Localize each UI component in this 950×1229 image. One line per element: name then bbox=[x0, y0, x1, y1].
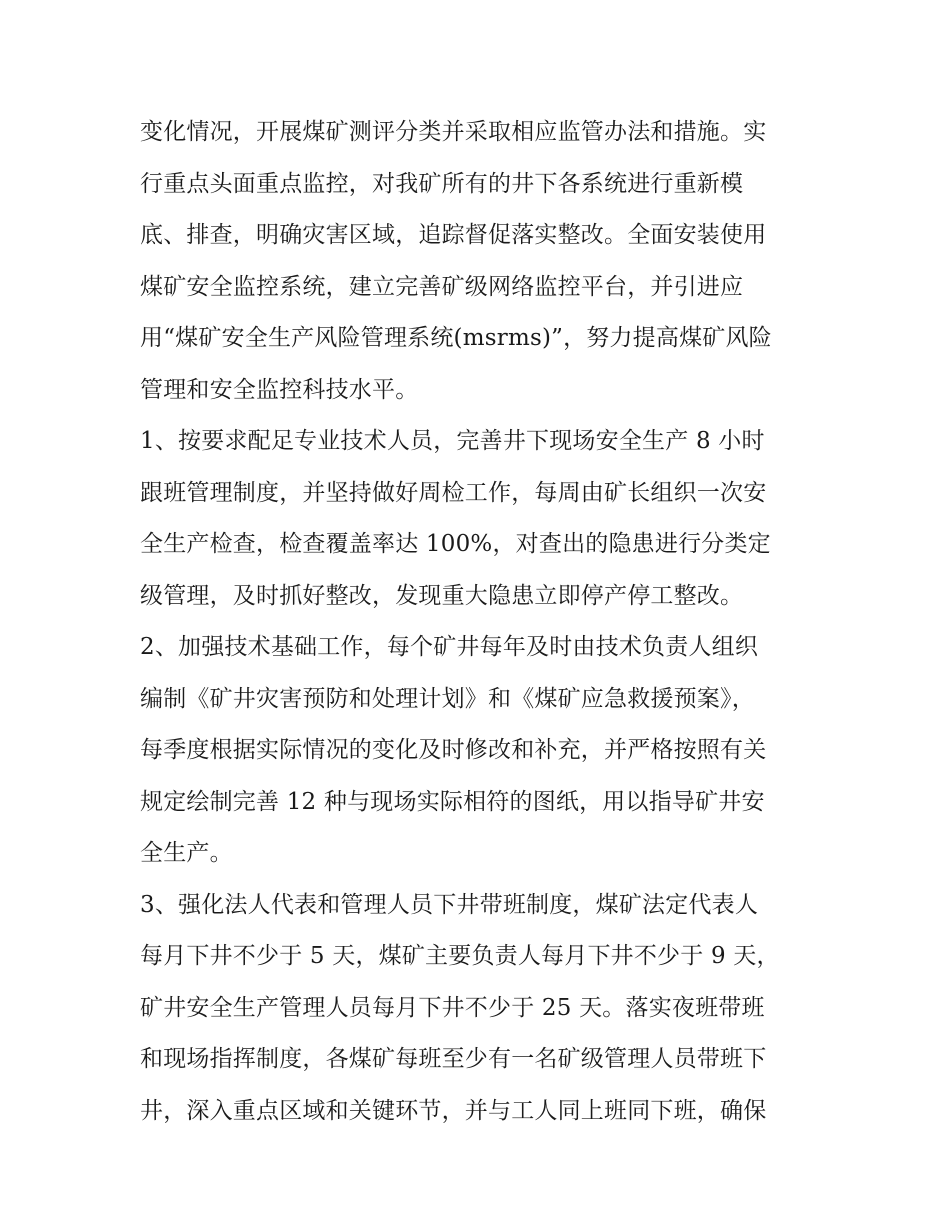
text-line: 井，深入重点区域和关键环节，并与工人同上班同下班，确保 bbox=[140, 1097, 767, 1124]
text-line: 全生产。 bbox=[140, 840, 233, 866]
text-line: 编制《矿井灾害预防和处理计划》和《煤矿应急救援预案》， bbox=[140, 685, 755, 712]
text-line: 1、按要求配足专业技术人员，完善井下现场安全生产 8 小时 bbox=[140, 428, 765, 454]
text-line: 每季度根据实际情况的变化及时修改和补充，并严格按照有关 bbox=[140, 737, 767, 763]
text-line: 行重点头面重点监控，对我矿所有的井下各系统进行重新模 bbox=[140, 170, 744, 197]
text-line: 用“煤矿安全生产风险管理系统(msrms)”，努力提高煤矿风险 bbox=[140, 325, 772, 351]
document-body bbox=[140, 107, 816, 1137]
text-line: 变化情况，开展煤矿测评分类并采取相应监管办法和措施。实 bbox=[140, 119, 767, 145]
text-line: 级管理，及时抓好整改，发现重大隐患立即停产停工整改。 bbox=[140, 582, 744, 609]
text-line: 矿井安全生产管理人员每月下井不少于 25 天。落实夜班带班 bbox=[140, 994, 765, 1021]
text-line: 管理和安全监控科技水平。 bbox=[140, 376, 419, 403]
text-line: 2、加强技术基础工作，每个矿井每年及时由技术负责人组织 bbox=[140, 634, 759, 660]
text-line: 底、排查，明确灾害区域，追踪督促落实整改。全面安装使用 bbox=[140, 222, 767, 248]
text-line: 规定绘制完善 12 种与现场实际相符的图纸，用以指导矿井安 bbox=[140, 788, 765, 815]
text-line: 全生产检查，检查覆盖率达 100%，对查出的隐患进行分类定 bbox=[140, 531, 771, 557]
text-line: 跟班管理制度，并坚持做好周检工作，每周由矿长组织一次安 bbox=[140, 479, 767, 506]
text-line: 和现场指挥制度，各煤矿每班至少有一名矿级管理人员带班下 bbox=[140, 1046, 767, 1072]
text-line: 3、强化法人代表和管理人员下井带班制度，煤矿法定代表人 bbox=[140, 891, 759, 918]
text-line: 每月下井不少于 5 天，煤矿主要负责人每月下井不少于 9 天， bbox=[140, 943, 780, 969]
text-line: 煤矿安全监控系统，建立完善矿级网络监控平台，并引进应 bbox=[140, 273, 744, 300]
